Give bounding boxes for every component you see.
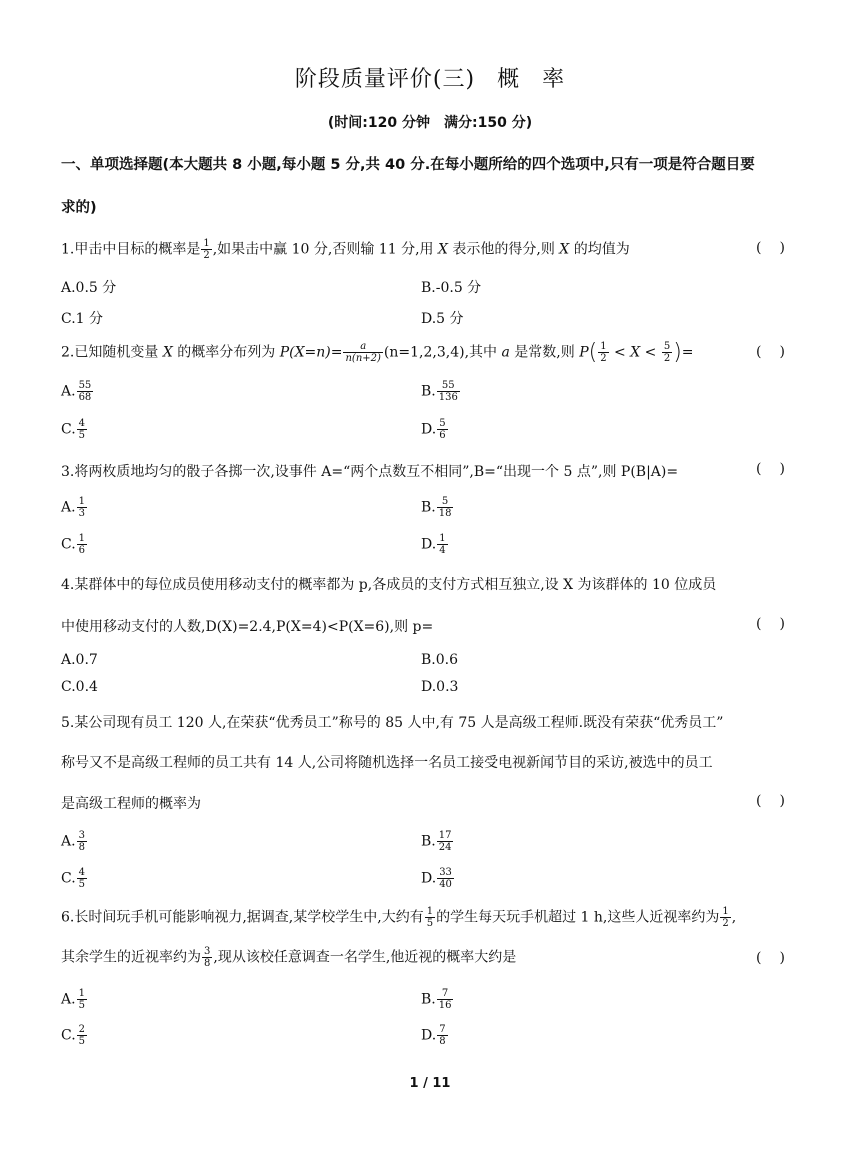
title-word-2: 率 xyxy=(542,67,566,92)
question-5-option-b: B. $\frac{17}{24}$ xyxy=(421,830,452,853)
fraction: $\frac{a}{n(n+2)}$ xyxy=(345,341,381,364)
question-4-stem-line-2: 中使用移动支付的人数,D(X)=2.4,P(X=4)<P(X=6),则 p= xyxy=(61,619,434,635)
question-5-stem-line-1: 5.某公司现有员工 120 人,在荣获“优秀员工”称号的 85 人中,有 75 人是高级工程师.既没有荣获“优秀员工” xyxy=(61,715,724,731)
question-6-option-a: A. $\frac{1}{5}$ xyxy=(61,988,85,1011)
question-4-option-b: B.0.6 xyxy=(421,652,459,668)
question-6-stem-line-2: 其余学生的近视率约为 $\frac{3}{8}$ ,现从该校任意调查一名学生,他近视的概率大约是 xyxy=(61,946,517,969)
answer-blank-4: ( ) xyxy=(756,616,785,632)
fraction: $\frac{1}{2}$ xyxy=(203,238,210,261)
question-1-stem: 1.甲击中目标的概率是 $\frac{1}{2}$ ,如果击中赢 10 分,否则输 11 分,用 X 表示他的得分,则 X 的均值为 xyxy=(61,238,630,261)
question-2-option-a: A. $\frac{55}{68}$ xyxy=(61,380,92,403)
question-4-option-a: A.0.7 xyxy=(61,652,98,668)
section-heading: 一、单项选择题(本大题共 8 小题,每小题 5 分,共 40 分.在每小题所给的四个选项中,只有一项是符合题目要 xyxy=(61,157,755,173)
question-5-option-d: D. $\frac{33}{40}$ xyxy=(421,867,452,890)
question-1-option-b: B.-0.5 分 xyxy=(421,280,482,296)
question-6-option-d: D. $\frac{7}{8}$ xyxy=(421,1024,446,1047)
fraction: $\frac{5}{2}$ xyxy=(663,341,671,364)
question-4-option-c: C.0.4 xyxy=(61,679,98,695)
question-5-stem-line-2: 称号又不是高级工程师的员工共有 14 人,公司将随机选择一名员工接受电视新闻节目的采访,被选中的员工 xyxy=(61,755,713,771)
answer-blank-1: ( ) xyxy=(756,240,785,256)
question-5-stem-line-3: 是高级工程师的概率为 xyxy=(61,796,201,812)
page-number: 1 / 11 xyxy=(409,1076,451,1091)
page-title xyxy=(0,62,860,93)
answer-blank-5: ( ) xyxy=(756,793,785,809)
question-3-option-b: B. $\frac{5}{18}$ xyxy=(421,496,452,519)
question-1-option-d: D.5 分 xyxy=(421,311,464,327)
question-2-option-c: C. $\frac{4}{5}$ xyxy=(61,418,86,441)
question-4-option-d: D.0.3 xyxy=(421,679,459,695)
question-5-option-a: A. $\frac{3}{8}$ xyxy=(61,830,85,853)
answer-blank-2: ( ) xyxy=(756,344,785,360)
question-6-option-b: B. $\frac{7}{16}$ xyxy=(421,988,452,1011)
section-heading-cont: 求的) xyxy=(61,200,97,216)
answer-blank-3: ( ) xyxy=(756,461,785,477)
exam-info xyxy=(0,112,860,132)
exam-score: 满分:150 分) xyxy=(444,115,533,131)
fraction: $\frac{1}{2}$ xyxy=(600,341,607,364)
question-6-stem-line-1: 6.长时间玩手机可能影响视力,据调查,某学校学生中,大约有 $\frac{1}{5}$ 的学生每天玩手机超过 1 h,这些人近视率约为 $\frac{1}{2}$ , xyxy=(61,906,737,929)
question-4-stem-line-1: 4.某群体中的每位成员使用移动支付的概率都为 p,各成员的支付方式相互独立,设 X 为该群体的 10 位成员 xyxy=(61,577,717,593)
question-1-option-c: C.1 分 xyxy=(61,311,104,327)
question-2-option-b: B. $\frac{55}{136}$ xyxy=(421,380,458,403)
question-3-stem: 3.将两枚质地均匀的骰子各掷一次,设事件 A=“两个点数互不相同”,B=“出现一个 5 点”,则 P(B|A)= xyxy=(61,464,679,480)
question-1-option-a: A.0.5 分 xyxy=(61,280,117,296)
question-3-option-d: D. $\frac{1}{4}$ xyxy=(421,533,446,556)
question-3-option-a: A. $\frac{1}{3}$ xyxy=(61,496,85,519)
title-word-1: 概 xyxy=(497,67,521,92)
answer-blank-6: ( ) xyxy=(756,950,785,966)
exam-time: (时间:120 分钟 xyxy=(327,115,430,131)
question-3-option-c: C. $\frac{1}{6}$ xyxy=(61,533,86,556)
question-2-option-d: D. $\frac{5}{6}$ xyxy=(421,418,446,441)
question-2-stem: 2.已知随机变量 X 的概率分布列为 P(X=n)= $\frac{a}{n(n+2)}$ (n=1,2,3,4),其中 a 是常数,则 P( $\frac{1}{2}$ < X < $\frac{5}{2}$ )= xyxy=(61,340,694,365)
title-main: 阶段质量评价(三) xyxy=(294,67,476,92)
question-5-option-c: C. $\frac{4}{5}$ xyxy=(61,867,86,890)
question-6-option-c: C. $\frac{2}{5}$ xyxy=(61,1024,86,1047)
